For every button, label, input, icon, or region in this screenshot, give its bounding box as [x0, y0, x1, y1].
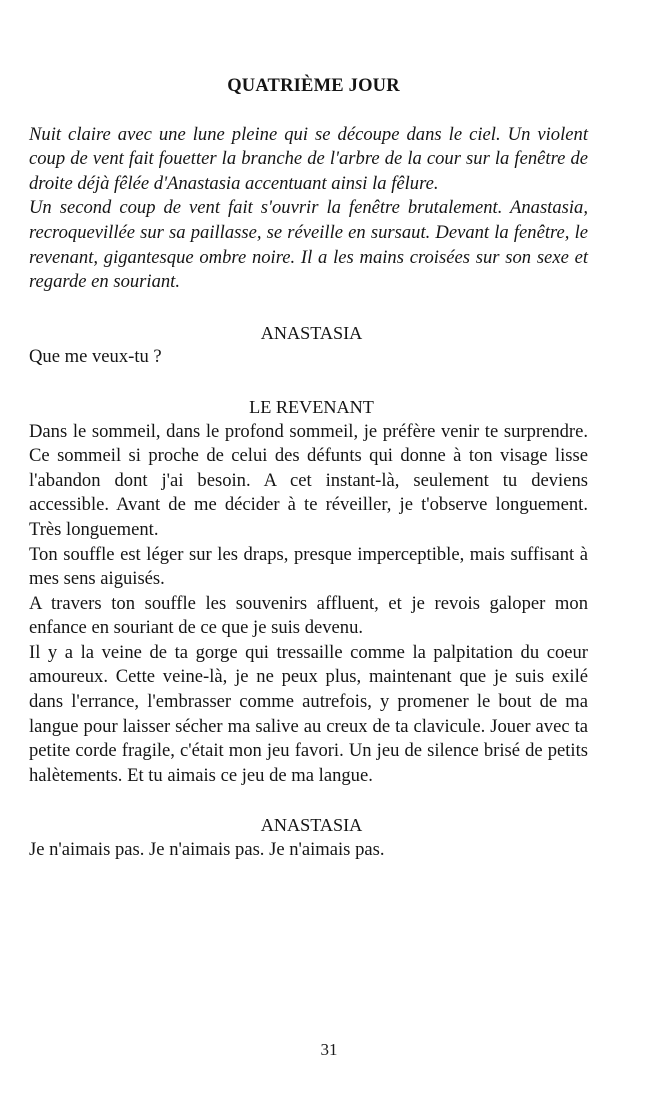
speech-line: Ton souffle est léger sur les draps, presque imperceptible, mais suffisant à mes sens aiguisés. — [29, 543, 588, 590]
speech-line: Que me veux-tu ? — [29, 346, 162, 368]
stage-direction: Un second coup de vent fait s'ouvrir la fenêtre brutalement. Anastasia, recroquevillée sur sa paillasse, se réveille en sursaut. Devant la fenêtre, le revenant, gigantesque ombre noire. Il a les mains croisées sur son sexe et regarde en souriant. — [29, 197, 588, 293]
stage-direction: Nuit claire avec une lune pleine qui se découpe dans le ciel. Un violent coup de vent fait fouetter la branche de l'arbre de la cour sur la fenêtre de droite déjà fêlée d'Anastasia accentuant ainsi la fêlure. — [29, 123, 588, 194]
page-body — [29, 74, 588, 863]
page-title: QUATRIÈME JOUR — [227, 76, 400, 96]
page-number: 31 — [320, 1040, 338, 1059]
speech-line: Dans le sommeil, dans le profond sommeil, je préfère venir te surprendre. Ce sommeil si proche de celui des défunts qui donne à ton visage lisse l'abandon dont j'ai besoin. A cet instant-là, seulement tu deviens accessible. Avant de me décider à te réveiller, je t'observe longuement. Très longuement. — [29, 420, 588, 540]
speech-line: A travers ton souffle les souvenirs affluent, et je revois galoper mon enfance en souriant de ce que je suis devenu. — [29, 592, 588, 639]
speaker-name: LE REVENANT — [249, 396, 374, 417]
speech-line: Il y a la veine de ta gorge qui tressaille comme la palpitation du coeur amoureux. Cette veine-là, je ne peux plus, maintenant que je suis exilé dans l'errance, l'embrasser comme autrefois, y promener le bout de ma langue pour laisser sécher ma salive au creux de ta clavicule. Jouer avec ta petite corde fragile, c'était mon jeu favori. Un jeu de silence brisé de petits halètements. Et tu aimais ce jeu de ma langue. — [29, 641, 588, 786]
speaker-name: ANASTASIA — [260, 322, 363, 343]
speaker-name: ANASTASIA — [260, 815, 363, 836]
speech-line: Je n'aimais pas. Je n'aimais pas. Je n'aimais pas. — [29, 839, 385, 861]
